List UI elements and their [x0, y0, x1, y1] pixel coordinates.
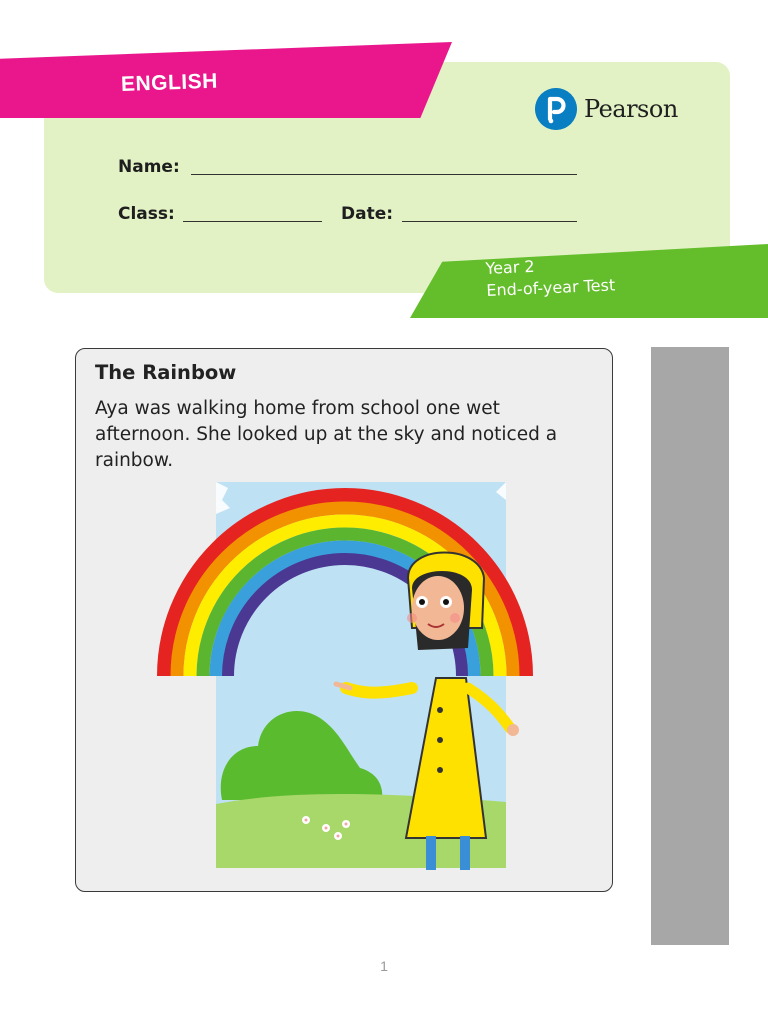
page-number: 1 [380, 958, 388, 974]
side-tab [651, 347, 729, 945]
rainbow-illustration [150, 478, 540, 874]
brand-name: Pearson [584, 95, 678, 123]
class-label: Class: [118, 204, 175, 224]
pearson-p-icon [535, 88, 577, 130]
girl-face [412, 576, 464, 640]
subject-label: ENGLISH [120, 69, 219, 96]
name-field[interactable] [191, 174, 577, 175]
test-name: End-of-year Test [486, 275, 616, 300]
name-label: Name: [118, 157, 180, 177]
class-field[interactable] [183, 221, 322, 222]
story-title: The Rainbow [95, 361, 237, 384]
year-label [485, 252, 616, 302]
year-level: Year 2 [485, 256, 535, 278]
story-text: Aya was walking home from school one wet afternoon. She looked up at the sky and noticed a rainbow. [95, 398, 558, 471]
date-label: Date: [341, 204, 394, 224]
pearson-logo [535, 88, 678, 130]
subject-banner [0, 42, 452, 118]
date-field[interactable] [402, 221, 577, 222]
